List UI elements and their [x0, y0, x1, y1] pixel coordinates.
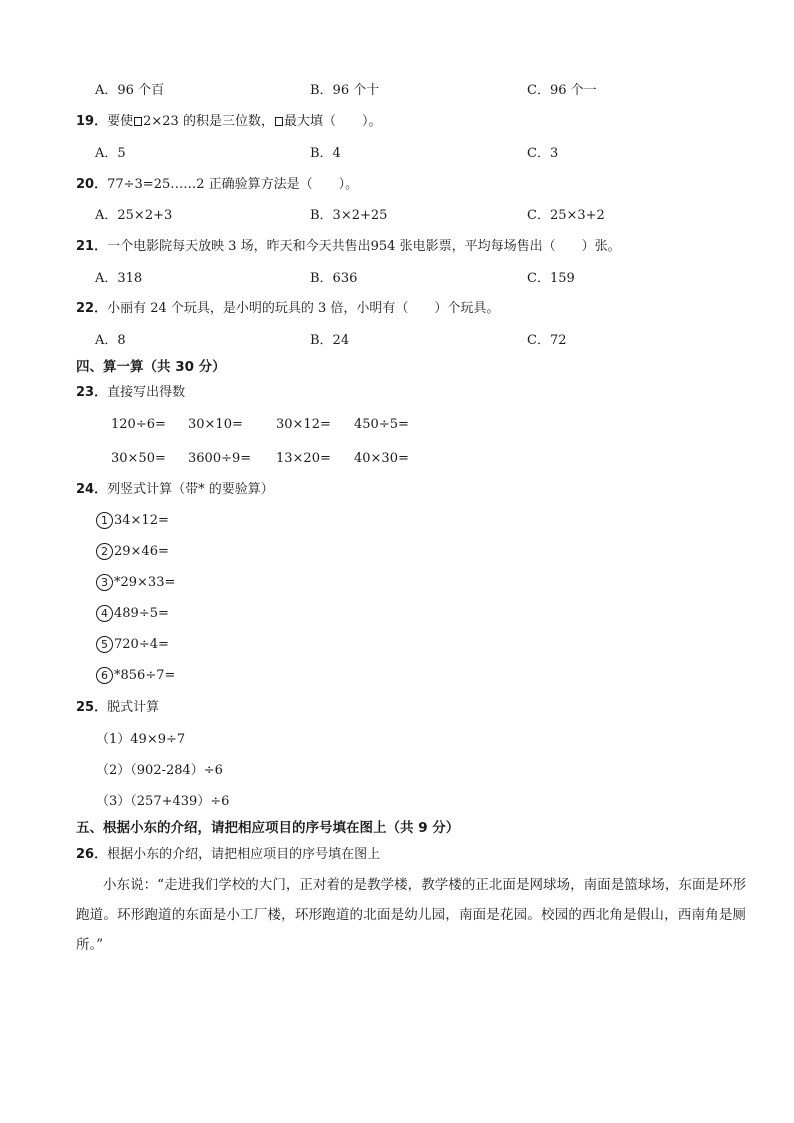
- list-item: （1）49×9÷7: [96, 732, 186, 747]
- question-text: 一个电影院每天放映 3 场，昨天和今天共售出954 张电影票，平均每场售出（ ）张。: [107, 239, 621, 254]
- blank-box-icon: [275, 117, 283, 126]
- question-25: [76, 699, 159, 717]
- circled-number: 6: [96, 667, 113, 684]
- math-item: 489÷5=: [114, 606, 169, 621]
- circled-number: 1: [96, 512, 113, 529]
- question-number: 21．: [76, 239, 108, 254]
- circled-number: 3: [96, 574, 113, 591]
- question-text: 2×23 的积是三位数，: [143, 114, 274, 129]
- list-item: [96, 574, 175, 592]
- question-number: 23．: [76, 385, 108, 400]
- option-c: C．159: [527, 271, 575, 286]
- list-item: （2）（902-284）÷6: [96, 763, 223, 778]
- option-a: A．318: [95, 271, 143, 286]
- question-number: 20．: [76, 177, 108, 192]
- question-text: 最大填（ ）。: [283, 114, 382, 129]
- question-text: 根据小东的介绍，请把相应项目的序号填在图上: [107, 847, 381, 862]
- list-item: [96, 667, 175, 685]
- list-item: [96, 512, 169, 530]
- circled-number: 4: [96, 605, 113, 622]
- list-item: （3）（257+439）÷6: [96, 794, 230, 809]
- question-26: [76, 846, 380, 864]
- math-item: 3600÷9=: [188, 451, 252, 466]
- option-b: B．4: [310, 146, 341, 161]
- option-a: A．8: [95, 333, 126, 348]
- blank-box-icon: [134, 117, 142, 126]
- list-item: [96, 543, 169, 561]
- question-number: 26．: [76, 847, 108, 862]
- question-number: 19．: [76, 114, 108, 129]
- math-item: 13×20=: [276, 451, 331, 466]
- option-c: C．96 个一: [527, 83, 597, 98]
- section-heading: 四、算一算（共 30 分）: [76, 359, 226, 375]
- list-item: [96, 605, 169, 623]
- circled-number: 5: [96, 636, 113, 653]
- paragraph: 小东说：“走进我们学校的大门，正对着的是教学楼，教学楼的正北面是网球场，南面是篮球场，东面是环形跑道。环形跑道的东面是小工厂楼，环形跑道的北面是幼儿园，南面是花园。校园的西北角是假山，西南角是厕所。”: [76, 877, 746, 953]
- question-text: 直接写出得数: [107, 385, 186, 400]
- math-item: *29×33=: [114, 575, 176, 590]
- math-item: 30×10=: [188, 417, 243, 432]
- section-heading: 五、根据小东的介绍，请把相应项目的序号填在图上（共 9 分）: [76, 820, 460, 836]
- math-item: 34×12=: [114, 513, 169, 528]
- question-text: 脱式计算: [107, 700, 160, 715]
- question-21: [76, 238, 621, 256]
- question-text: 小丽有 24 个玩具，是小明的玩具的 3 倍，小明有（ ）个玩具。: [107, 301, 500, 316]
- option-a: A．25×2+3: [95, 208, 173, 223]
- option-a: A．5: [95, 146, 126, 161]
- math-item: *856÷7=: [114, 668, 176, 683]
- option-c: C．25×3+2: [527, 208, 605, 223]
- question-text: 列竖式计算（带* 的要验算）: [107, 482, 274, 497]
- option-c: C．72: [527, 333, 567, 348]
- option-b: B．3×2+25: [310, 208, 388, 223]
- math-item: 30×50=: [111, 451, 166, 466]
- list-item: [96, 636, 169, 654]
- math-item: 30×12=: [276, 417, 331, 432]
- question-text: 77÷3=25……2 正确验算方法是（ ）。: [107, 177, 359, 192]
- question-22: [76, 300, 499, 318]
- math-item: 29×46=: [114, 544, 169, 559]
- circled-number: 2: [96, 543, 113, 560]
- question-20: [76, 176, 358, 194]
- option-b: B．24: [310, 333, 350, 348]
- math-item: 40×30=: [354, 451, 409, 466]
- option-a: A．96 个百: [95, 83, 165, 98]
- option-b: B．636: [310, 271, 358, 286]
- question-text: 要使: [107, 114, 134, 129]
- question-24: [76, 481, 274, 499]
- math-item: 120÷6=: [111, 417, 166, 432]
- math-item: 450÷5=: [354, 417, 409, 432]
- question-19: [76, 113, 381, 131]
- question-number: 24．: [76, 482, 108, 497]
- option-c: C．3: [527, 146, 559, 161]
- question-number: 22．: [76, 301, 108, 316]
- question-23: [76, 384, 185, 402]
- math-item: 720÷4=: [114, 637, 169, 652]
- question-number: 25．: [76, 700, 108, 715]
- option-b: B．96 个十: [310, 83, 380, 98]
